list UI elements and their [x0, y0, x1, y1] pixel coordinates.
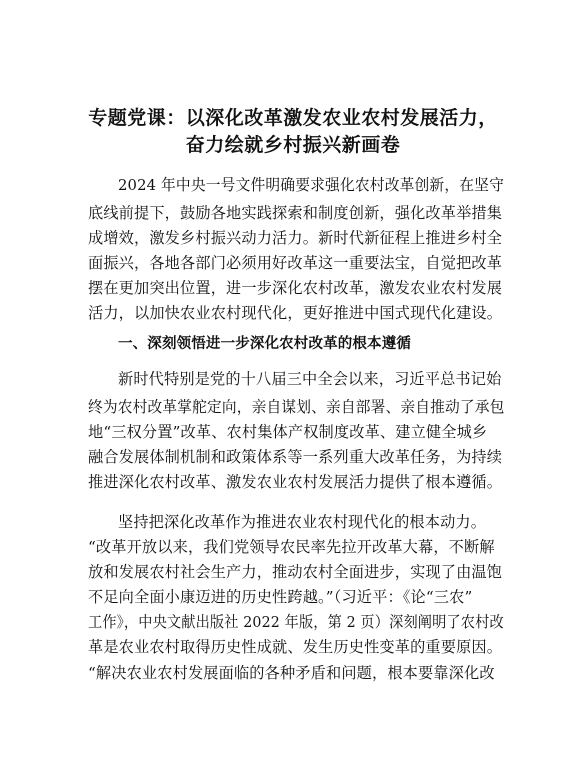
paragraph-line: 成增效，激发乡村振兴动力活力。新时代新征程上推进乡村全 — [88, 229, 503, 247]
paragraph-line: 摆在更加突出位置，进一步深化农村改革，激发农业农村发展 — [88, 279, 503, 297]
paragraph-line: 革是农业农村取得历史性成就、发生历史性变革的重要原因。 — [88, 638, 503, 656]
paragraph-line: 地“三权分置”改革、农村集体产权制度改革、建立健全城乡 — [88, 423, 488, 441]
paragraph-line: 融合发展体制机制和政策体系等一系列重大改革任务，为持续 — [88, 448, 503, 466]
paragraph-line: 工作》，中央文献出版社 2022 年版，第 2 页）深刻阐明了农村改 — [88, 613, 504, 631]
paragraph-line: “解决农业农村发展面临的各种矛盾和问题，根本要靠深化改 — [88, 664, 495, 682]
document-title-line-2: 奋力绘就乡村振兴新画卷 — [185, 134, 401, 156]
paragraph-line: 推进深化农村改革、激发农业农村发展活力提供了根本遵循。 — [88, 473, 503, 491]
document-title-line-1: 专题党课：以深化改革激发农业农村发展活力， — [88, 107, 498, 129]
paragraph-line: “改革开放以来，我们党领导农民率先拉开改革大幕，不断解 — [88, 538, 495, 556]
paragraph-line: 坚持把深化改革作为推进农业农村现代化的根本动力。 — [118, 513, 487, 531]
paragraph-line: 放和发展农村社会生产力，推动农村全面进步，实现了由温饱 — [88, 563, 503, 581]
paragraph-line: 终为农村改革掌舵定向，亲自谋划、亲自部署、亲自推动了承包 — [88, 398, 505, 416]
paragraph-line: 活力，以加快农业农村现代化，更好推进中国式现代化建设。 — [88, 304, 503, 322]
document-body — [88, 0, 504, 759]
section-heading: 一、深刻领悟进一步深化农村改革的根本遵循 — [118, 336, 411, 352]
paragraph-line: 不足向全面小康迈进的历史性跨越。”（习近平：《论“三农” — [88, 588, 473, 606]
paragraph-line: 新时代特别是党的十八届三中全会以来，习近平总书记始 — [118, 370, 502, 388]
paragraph-line: 底线前提下，鼓励各地实践探索和制度创新，强化改革举措集 — [88, 204, 503, 222]
paragraph-line: 2024 年中央一号文件明确要求强化农村改革创新，在坚守 — [118, 176, 505, 194]
paragraph-line: 面振兴，各地各部门必须用好改革这一重要法宝，自觉把改革 — [88, 254, 503, 272]
